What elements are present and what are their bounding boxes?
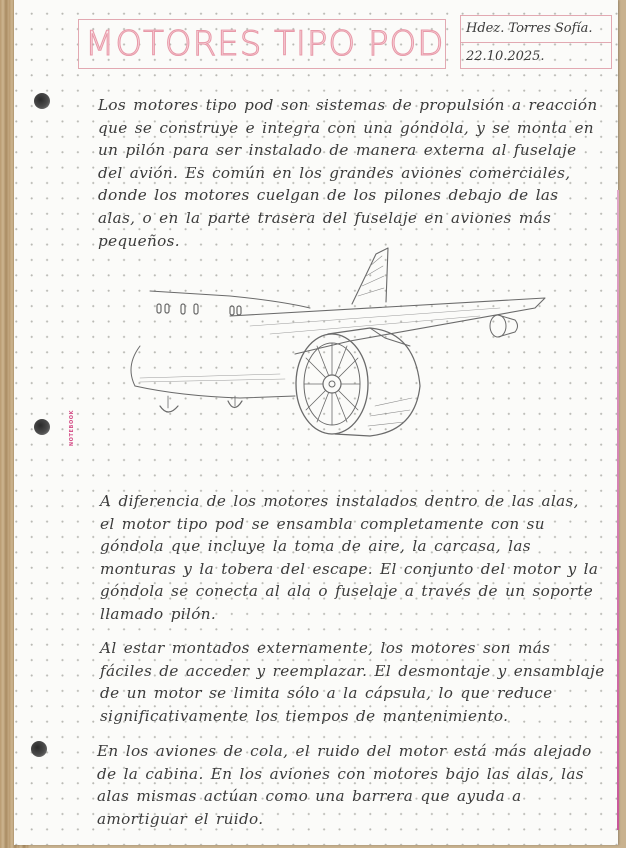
paragraph-maintenance: Al estar montados externamente, los motores son más fáciles de acceder y reemplazar. El desmontaje y ensamblaje de un motor se limita sólo a la cápsula, lo que reduce significativamente los tiempos de mantenimiento. — [100, 639, 605, 725]
paragraph-assembly: A diferencia de los motores instalados dentro de las alas, el motor tipo pod se ensambla completamente con su góndola que incluye la toma de aire, la carcasa, las monturas y la tobera del escape. El conjunto del motor y la góndola se conecta al ala o fuselaje a través de un soporte llamado pilón. — [100, 492, 599, 623]
author-name: Hdez. Torres Sofía. — [466, 21, 593, 36]
page-colored-edge — [617, 190, 619, 830]
engine-spinner — [323, 375, 341, 393]
binder-hole-bottom — [31, 741, 47, 757]
binder-hole-top — [34, 93, 50, 109]
rear-engine — [490, 315, 506, 337]
fuselage-top-line — [150, 291, 310, 308]
paragraph-intro: Los motores tipo pod son sistemas de propulsión a reacción que se construye e integra con una góndola, y se monta en un pilón para ser instalado de manera externa al fuselaje del avión. Es común en los grandes aviones comerciales, donde los motores cuelgan de los pilones debajo de las alas, o en la parte trasera del fuselaje en aviones más pequeños. — [98, 96, 598, 250]
vertical-stabilizer — [352, 248, 388, 304]
airplane-pod-engine-sketch — [120, 246, 550, 446]
date: 22.10.2025. — [466, 49, 545, 64]
page-title: MOTORES TIPO POD — [85, 24, 445, 64]
paragraph-noise: En los aviones de cola, el ruido del motor está más alejado de la cabina. En los aviones con motores bajo las alas, las alas mismas actúan como una barrera que ayuda a amortiguar el ruido. — [97, 742, 592, 828]
title-box — [78, 19, 446, 69]
landing-gear — [160, 406, 178, 412]
author-date-box — [460, 15, 612, 69]
binder-hole-middle — [34, 419, 50, 435]
notebook-brand-mark: NOTEBOOK — [69, 409, 75, 447]
info-box-divider — [461, 42, 611, 43]
fuselage-windows — [157, 304, 241, 315]
pod-engine-nacelle — [328, 328, 420, 436]
main-wing — [230, 298, 545, 354]
fuselage-bottom-line — [135, 386, 295, 398]
